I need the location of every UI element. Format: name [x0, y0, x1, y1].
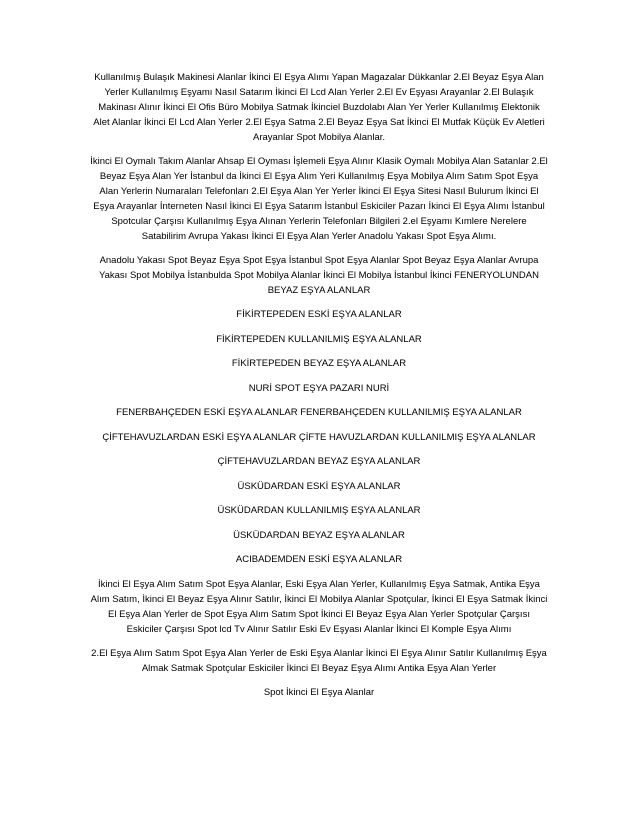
- document-page: [90, 70, 548, 709]
- heading-fikirtepe-used: FİKİRTEPEDEN KULLANILMIŞ EŞYA ALANLAR: [216, 333, 422, 345]
- heading-ciftehavuzlar: ÇİFTEHAVUZLARDAN ESKİ EŞYA ALANLAR ÇİFTE HAVUZLARDAN KULLANILMIŞ EŞYA ALANLAR: [102, 431, 536, 443]
- paragraph-used-appliances: Kullanılmış Bulaşık Makinesi Alanlar İkinci El Eşya Alımı Yapan Magazalar Dükkanlar 2.El Beyaz Eşya Alan Yerler Kullanılmış Eşyamı Nasıl Satarım İkinci El Lcd Alan Yerler 2.El Ev Eşyası Arayanlar 2.El Bulaşık Makinası Alınır İkinci El Ofis Büro Mobilya Satmak İkinciel Buzdolabı Alan Yer Yerler Kullanılmış Elektonik Alet Alanlar İkinci El Lcd Alan Yerler 2.El Eşya Satma 2.El Beyaz Eşya Sat İkinci El Mutfak Küçük Ev Aletleri Arayanlar Spot Mobilya Alanlar.: [93, 72, 545, 143]
- paragraph-anadolu-spot: Anadolu Yakası Spot Beyaz Eşya Spot Eşya İstanbul Spot Eşya Alanlar Spot Beyaz Eşya Alanlar Avrupa Yakası Spot Mobilya İstanbulda Spot Mobilya Alanlar İkinci El Mobilya İstanbul İkinci FENERYOLUNDAN BEYAZ EŞYA ALANLAR: [98, 255, 539, 296]
- paragraph-buy-sell: İkinci El Eşya Alım Satım Spot Eşya Alanlar, Eski Eşya Alan Yerler, Kullanılmış Eşya Satmak, Antika Eşya Alım Satım, İkinci El Beyaz Eşya Alınır Satılır, İkinci El Mobilya Alanlar Spotçular, İkinci El Eşya Satmak İkinci El Eşya Alan Yerler de Spot Eşya Alım Satım Spot İkinci El Beyaz Eşya Alan Yerler Spotçular Çarşısı Eskiciler Çarşısı Spot lcd Tv Alınır Satılır Eski Ev Eşyası Alanlar İkinci El Komple Eşya Alımı: [90, 578, 548, 635]
- heading-fikirtepe-white: FİKİRTEPEDEN BEYAZ EŞYA ALANLAR: [231, 358, 407, 369]
- heading-uskudar-white: ÜSKÜDARDAN BEYAZ EŞYA ALANLAR: [233, 529, 405, 541]
- closing-line: Spot İkinci El Eşya Alanlar: [263, 686, 375, 698]
- heading-nuri-spot: NURİ SPOT EŞYA PAZARI NURİ: [248, 382, 390, 394]
- heading-uskudar-used: ÜSKÜDARDAN KULLANILMIŞ EŞYA ALANLAR: [217, 505, 421, 516]
- heading-ciftehavuzlar-white: ÇİFTEHAVUZLARDAN BEYAZ EŞYA ALANLAR: [217, 456, 421, 467]
- paragraph-second-hand: 2.El Eşya Alım Satım Spot Eşya Alan Yerler de Eski Eşya Alanlar İkinci El Eşya Alınır Satılır Kullanılmış Eşya Almak Satmak Spotçular Eskiciler İkinci El Beyaz Eşya Alımı Antika Eşya Alan Yerler: [91, 647, 547, 674]
- heading-fikirtepe-old: FİKİRTEPEDEN ESKİ EŞYA ALANLAR: [236, 309, 402, 320]
- paragraph-carved-furniture: İkinci El Oymalı Takım Alanlar Ahsap El Oyması İşlemeli Eşya Alınır Klasik Oymalı Mobilya Alan Satanlar 2.El Beyaz Eşya Alan Yer İstanbul da İkinci El Eşya Alım Yeri Kullanılmış Eşya Mobilya Alım Satım Spot Eşya Alan Yerlerin Numaraları Telefonları 2.El Eşya Alan Yer Yerler İkinci El Eşya Sitesi Nasıl Bulurum İkinci El Eşya Arayanlar İnterneten Nasıl İkinci El Eşya Satarım İstanbul Eskiciler Pazarı İkinci El Eşya Alımı İstanbul Spotcular Çarşısı Kullanılmış Eşya Alınan Yerlerin Telefonları Bilgileri 2.el Eşyamı Kımlere Nerelere Satabilirim Avrupa Yakası İkinci El Eşya Alan Yerler Anadolu Yakası Spot Eşya Alımı.: [90, 156, 548, 242]
- heading-fenerbahce: FENERBAHÇEDEN ESKİ EŞYA ALANLAR FENERBAHÇEDEN KULLANILMIŞ EŞYA ALANLAR: [116, 407, 522, 418]
- heading-uskudar-old: ÜSKÜDARDAN ESKİ EŞYA ALANLAR: [237, 480, 401, 492]
- heading-acibadem-old: ACIBADEMDEN ESKİ EŞYA ALANLAR: [235, 554, 403, 565]
